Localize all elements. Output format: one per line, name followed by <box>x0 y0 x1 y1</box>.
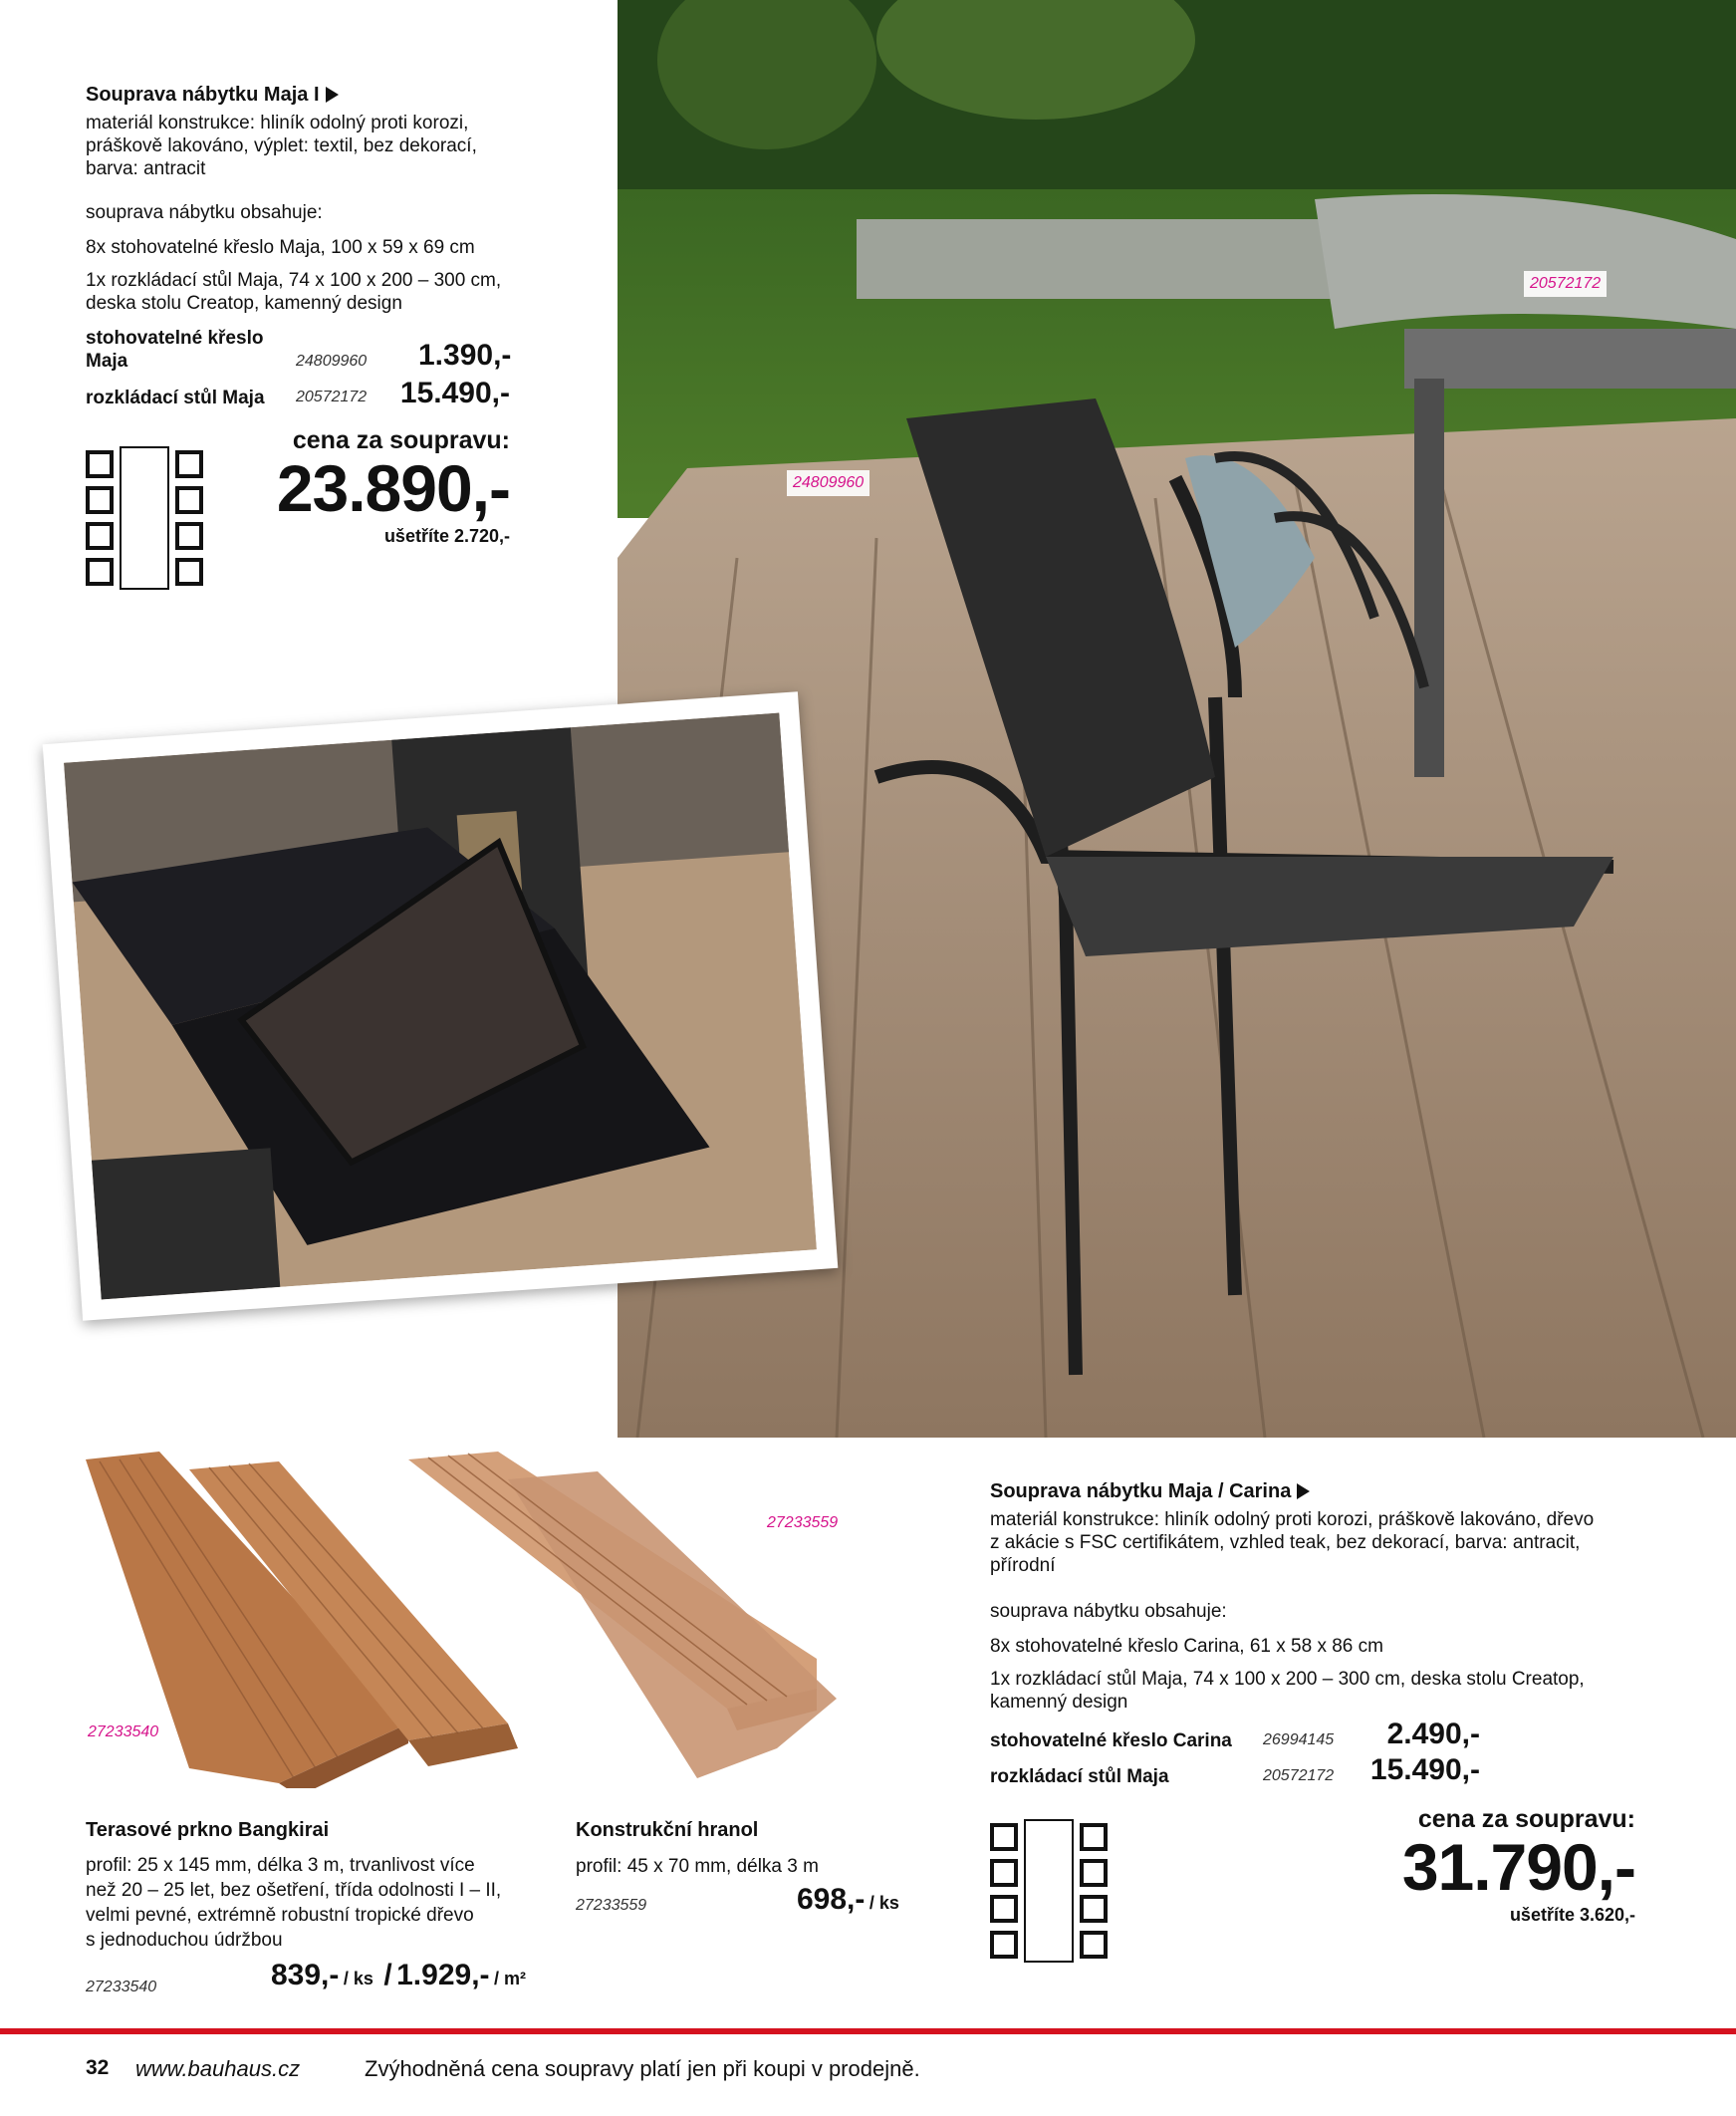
table-code-label: 20572172 <box>1524 271 1607 297</box>
set1-contents-line: deska stolu Creatop, kamenný design <box>86 293 402 314</box>
inset-photo-frame <box>43 691 839 1321</box>
chair-square-icon <box>175 522 203 550</box>
set1-savings: ušetříte 2.720,- <box>383 526 510 546</box>
set1-item2-code: 20572172 <box>296 389 368 405</box>
footer-url[interactable]: www.bauhaus.cz <box>135 2056 301 2081</box>
set1-item1-name-line2: Maja <box>86 351 128 372</box>
set1-title <box>86 84 339 107</box>
chair-square-icon <box>86 558 114 586</box>
set2-item2-name: rozkládací stůl Maja <box>990 1766 1169 1787</box>
decking-title: Terasové prkno Bangkirai <box>86 1819 330 1841</box>
set1-desc-line: barva: antracit <box>86 158 206 179</box>
set1-item1-price: 1.390,- <box>418 339 512 372</box>
set1-layout-icon <box>86 446 205 588</box>
set1-desc-line: materiál konstrukce: hliník odolný proti korozi, <box>86 113 469 133</box>
footer-divider <box>0 2028 1736 2034</box>
chair-square-icon <box>175 450 203 478</box>
chair-square-icon <box>990 1859 1018 1887</box>
footer-note: Zvýhodněná cena soupravy platí jen při koupi v prodejně. <box>365 2056 920 2081</box>
set1-item1-name-line1: stohovatelné křeslo <box>86 328 264 349</box>
set2-set-price-label: cena za soupravu: <box>1417 1805 1635 1833</box>
set1-item1-name <box>86 327 285 373</box>
decking-desc-line: velmi pevné, extrémně robustní tropické dřevo <box>86 1905 474 1926</box>
chair-square-icon <box>1080 1931 1108 1959</box>
decking-price-separator: / <box>383 1959 392 1991</box>
decking-unit-piece: / ks <box>343 1969 373 1988</box>
play-arrow-icon <box>326 87 339 103</box>
decking-prices <box>271 1959 526 1992</box>
set2-set-price: 31.790,- <box>1401 1830 1635 1904</box>
set2-title <box>990 1480 1310 1503</box>
chair-square-icon <box>990 1823 1018 1851</box>
play-arrow-icon <box>1297 1483 1310 1499</box>
beam-unit: / ks <box>868 1893 899 1913</box>
inset-photo <box>64 713 817 1300</box>
chair-square-icon <box>1080 1859 1108 1887</box>
table-outline <box>1024 1819 1074 1963</box>
set2-contents-line: 8x stohovatelné křeslo Carina, 61 x 58 x 86 cm <box>990 1636 1383 1657</box>
decking-desc-line: s jednoduchou údržbou <box>86 1930 283 1951</box>
decking-price-per-m2: 1.929,- <box>396 1959 490 1991</box>
set2-description <box>990 1508 1687 1577</box>
set2-desc-line: materiál konstrukce: hliník odolný proti korozi, práškově lakováno, dřevo <box>990 1509 1595 1530</box>
set2-contents <box>990 1600 1687 1714</box>
set2-desc-line: z akácie s FSC certifikátem, vzhled teak, bez dekorací, barva: antracit, <box>990 1532 1581 1553</box>
set1-contents-line: 8x stohovatelné křeslo Maja, 100 x 59 x 69 cm <box>86 237 475 258</box>
decking-unit-m2: / m² <box>493 1969 526 1988</box>
beam-price-block <box>797 1883 899 1917</box>
set1-contents-line: 1x rozkládací stůl Maja, 74 x 100 x 200 – 300 cm, <box>86 270 502 291</box>
beam-title: Konstrukční hranol <box>576 1819 759 1841</box>
set2-savings: ušetříte 3.620,- <box>1509 1905 1635 1925</box>
page-number: 32 <box>86 2056 110 2079</box>
set1-title-text: Souprava nábytku Maja I <box>86 84 320 106</box>
chair-code-label: 24809960 <box>787 470 869 496</box>
chair-square-icon <box>1080 1895 1108 1923</box>
chair-square-icon <box>86 450 114 478</box>
set1-contents-heading: souprava nábytku obsahuje: <box>86 202 323 223</box>
set1-item1-code: 24809960 <box>296 353 368 370</box>
set2-item1-name: stohovatelné křeslo Carina <box>990 1730 1232 1751</box>
set1-contents <box>86 201 544 315</box>
decking-boards-image <box>80 1450 837 1788</box>
decking-desc-line: profil: 25 x 145 mm, délka 3 m, trvanlivost více <box>86 1855 475 1876</box>
set2-item1-code: 26994145 <box>1263 1731 1335 1748</box>
chair-square-icon <box>990 1895 1018 1923</box>
set1-item2-price: 15.490,- <box>399 377 510 409</box>
set1-set-price: 23.890,- <box>276 451 510 525</box>
set2-item2-code: 20572172 <box>1263 1767 1335 1784</box>
beam-price: 698,- <box>797 1883 866 1916</box>
set2-item1-price: 2.490,- <box>1386 1718 1480 1750</box>
set2-contents-line: 1x rozkládací stůl Maja, 74 x 100 x 200 – 300 cm, deska stolu Creatop, <box>990 1669 1585 1690</box>
set2-contents-line: kamenný design <box>990 1692 1128 1713</box>
chair-square-icon <box>86 522 114 550</box>
set1-set-price-label: cena za soupravu: <box>292 426 510 454</box>
set1-description <box>86 112 544 180</box>
beam-code: 27233559 <box>576 1897 647 1914</box>
set2-title-text: Souprava nábytku Maja / Carina <box>990 1480 1292 1502</box>
set1-item2-name: rozkládací stůl Maja <box>86 388 265 408</box>
chair-square-icon <box>175 486 203 514</box>
chair-square-icon <box>1080 1823 1108 1851</box>
chair-square-icon <box>990 1931 1018 1959</box>
decking-description <box>86 1853 554 1953</box>
set2-desc-line: přírodní <box>990 1555 1056 1576</box>
table-outline <box>120 446 169 590</box>
chair-square-icon <box>86 486 114 514</box>
set1-desc-line: práškově lakováno, výplet: textil, bez dekorací, <box>86 135 477 156</box>
decking-desc-line: než 20 – 25 let, bez ošetření, třída odolnosti I – II, <box>86 1880 502 1901</box>
beam-description: profil: 45 x 70 mm, délka 3 m <box>576 1856 819 1877</box>
set2-item2-price: 15.490,- <box>1369 1753 1480 1786</box>
chair-square-icon <box>175 558 203 586</box>
set2-layout-icon <box>990 1819 1110 1961</box>
decking-code-label-left: 27233540 <box>88 1723 159 1740</box>
decking-price-per-piece: 839,- <box>271 1959 340 1991</box>
decking-code-label-right: 27233559 <box>767 1514 839 1531</box>
set2-contents-heading: souprava nábytku obsahuje: <box>990 1601 1227 1622</box>
decking-code: 27233540 <box>86 1979 157 1995</box>
